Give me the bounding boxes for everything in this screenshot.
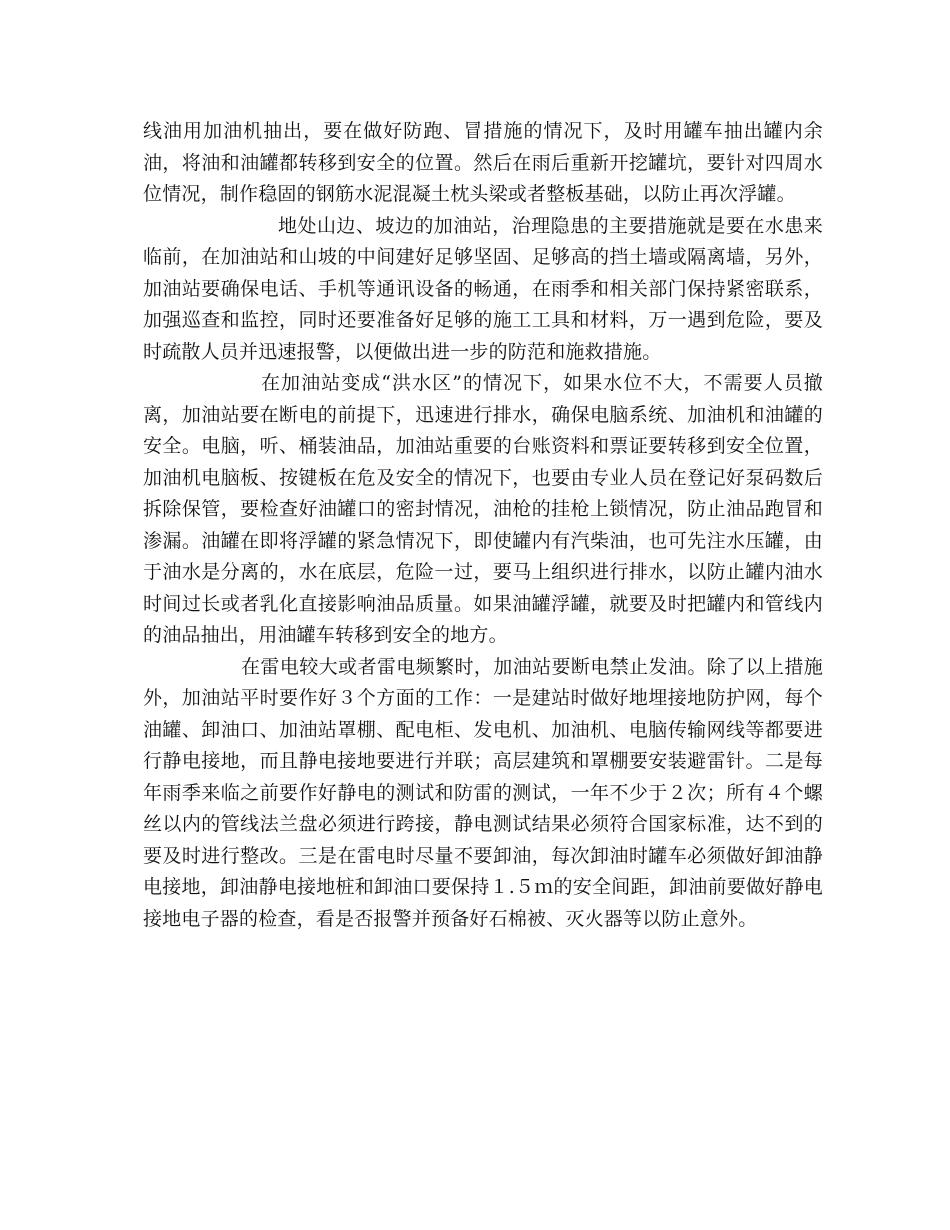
paragraph-lightning: 在雷电较大或者雷电频繁时，加油站要断电禁止发油。除了以上措施外，加油站平时要作好３个方面的工作：一是建站时做好地埋接地防护网，每个油罐、卸油口、加油站罩棚、配电柜、发电机、加油机、电脑传输网线等都要进行静电接地，而且静电接地要进行并联；高层建筑和罩棚要安装避雷针。二是每年雨季来临之前要作好静电的测试和防雷的测试，一年不少于２次；所有４个螺丝以内的管线法兰盘必须进行跨接，静电测试结果必须符合国家标准，达不到的要及时进行整改。三是在雷电时尽量不要卸油，每次卸油时罐车必须做好卸油静电接地，卸油静电接地桩和卸油口要保持１.５ｍ的安全间距，卸油前要做好静电接地电子器的检查，看是否报警并预备好石棉被、灭火器等以防止意外。 (143, 655, 823, 930)
paragraph-mountain-stations: 地处山边、坡边的加油站，治理隐患的主要措施就是要在水患来临前，在加油站和山坡的中间建好足够坚固、足够高的挡土墙或隔离墙，另外，加油站要确保电话、手机等通讯设备的畅通，在雨季和相关部门保持紧密联系，加强巡查和监控，同时还要准备好足够的施工工具和材料，万一遇到危险，要及时疏散人员并迅速报警，以便做出进一步的防范和施救措施。 (143, 214, 823, 363)
paragraph-flood-zone: 在加油站变成“洪水区”的情况下，如果水位不大，不需要人员撤离，加油站要在断电的前提下，迅速进行排水，确保电脑系统、加油机和油罐的安全。电脑，听、桶装油品，加油站重要的台账资料和票证要转移到安全位置，加油机电脑板、按键板在危及安全的情况下，也要由专业人员在登记好泵码数后拆除保管，要检查好油罐口的密封情况，油枪的挂枪上锁情况，防止油品跑冒和渗漏。油罐在即将浮罐的紧急情况下，即使罐内有汽柴油，也可先注水压罐，由于油水是分离的，水在底层，危险一过，要马上组织进行排水，以防止罐内油水时间过长或者乳化直接影响油品质量。如果油罐浮罐，就要及时把罐内和管线内的油品抽出，用油罐车转移到安全的地方。 (143, 372, 823, 646)
paragraph-tank-removal: 线油用加油机抽出，要在做好防跑、冒措施的情况下，及时用罐车抽出罐内余油，将油和油罐都转移到安全的位置。然后在雨后重新开挖罐坑，要针对四周水位情况，制作稳固的钢筋水泥混凝土枕头梁或者整板基础，以防止再次浮罐。 (143, 120, 823, 205)
document-body (143, 116, 823, 935)
